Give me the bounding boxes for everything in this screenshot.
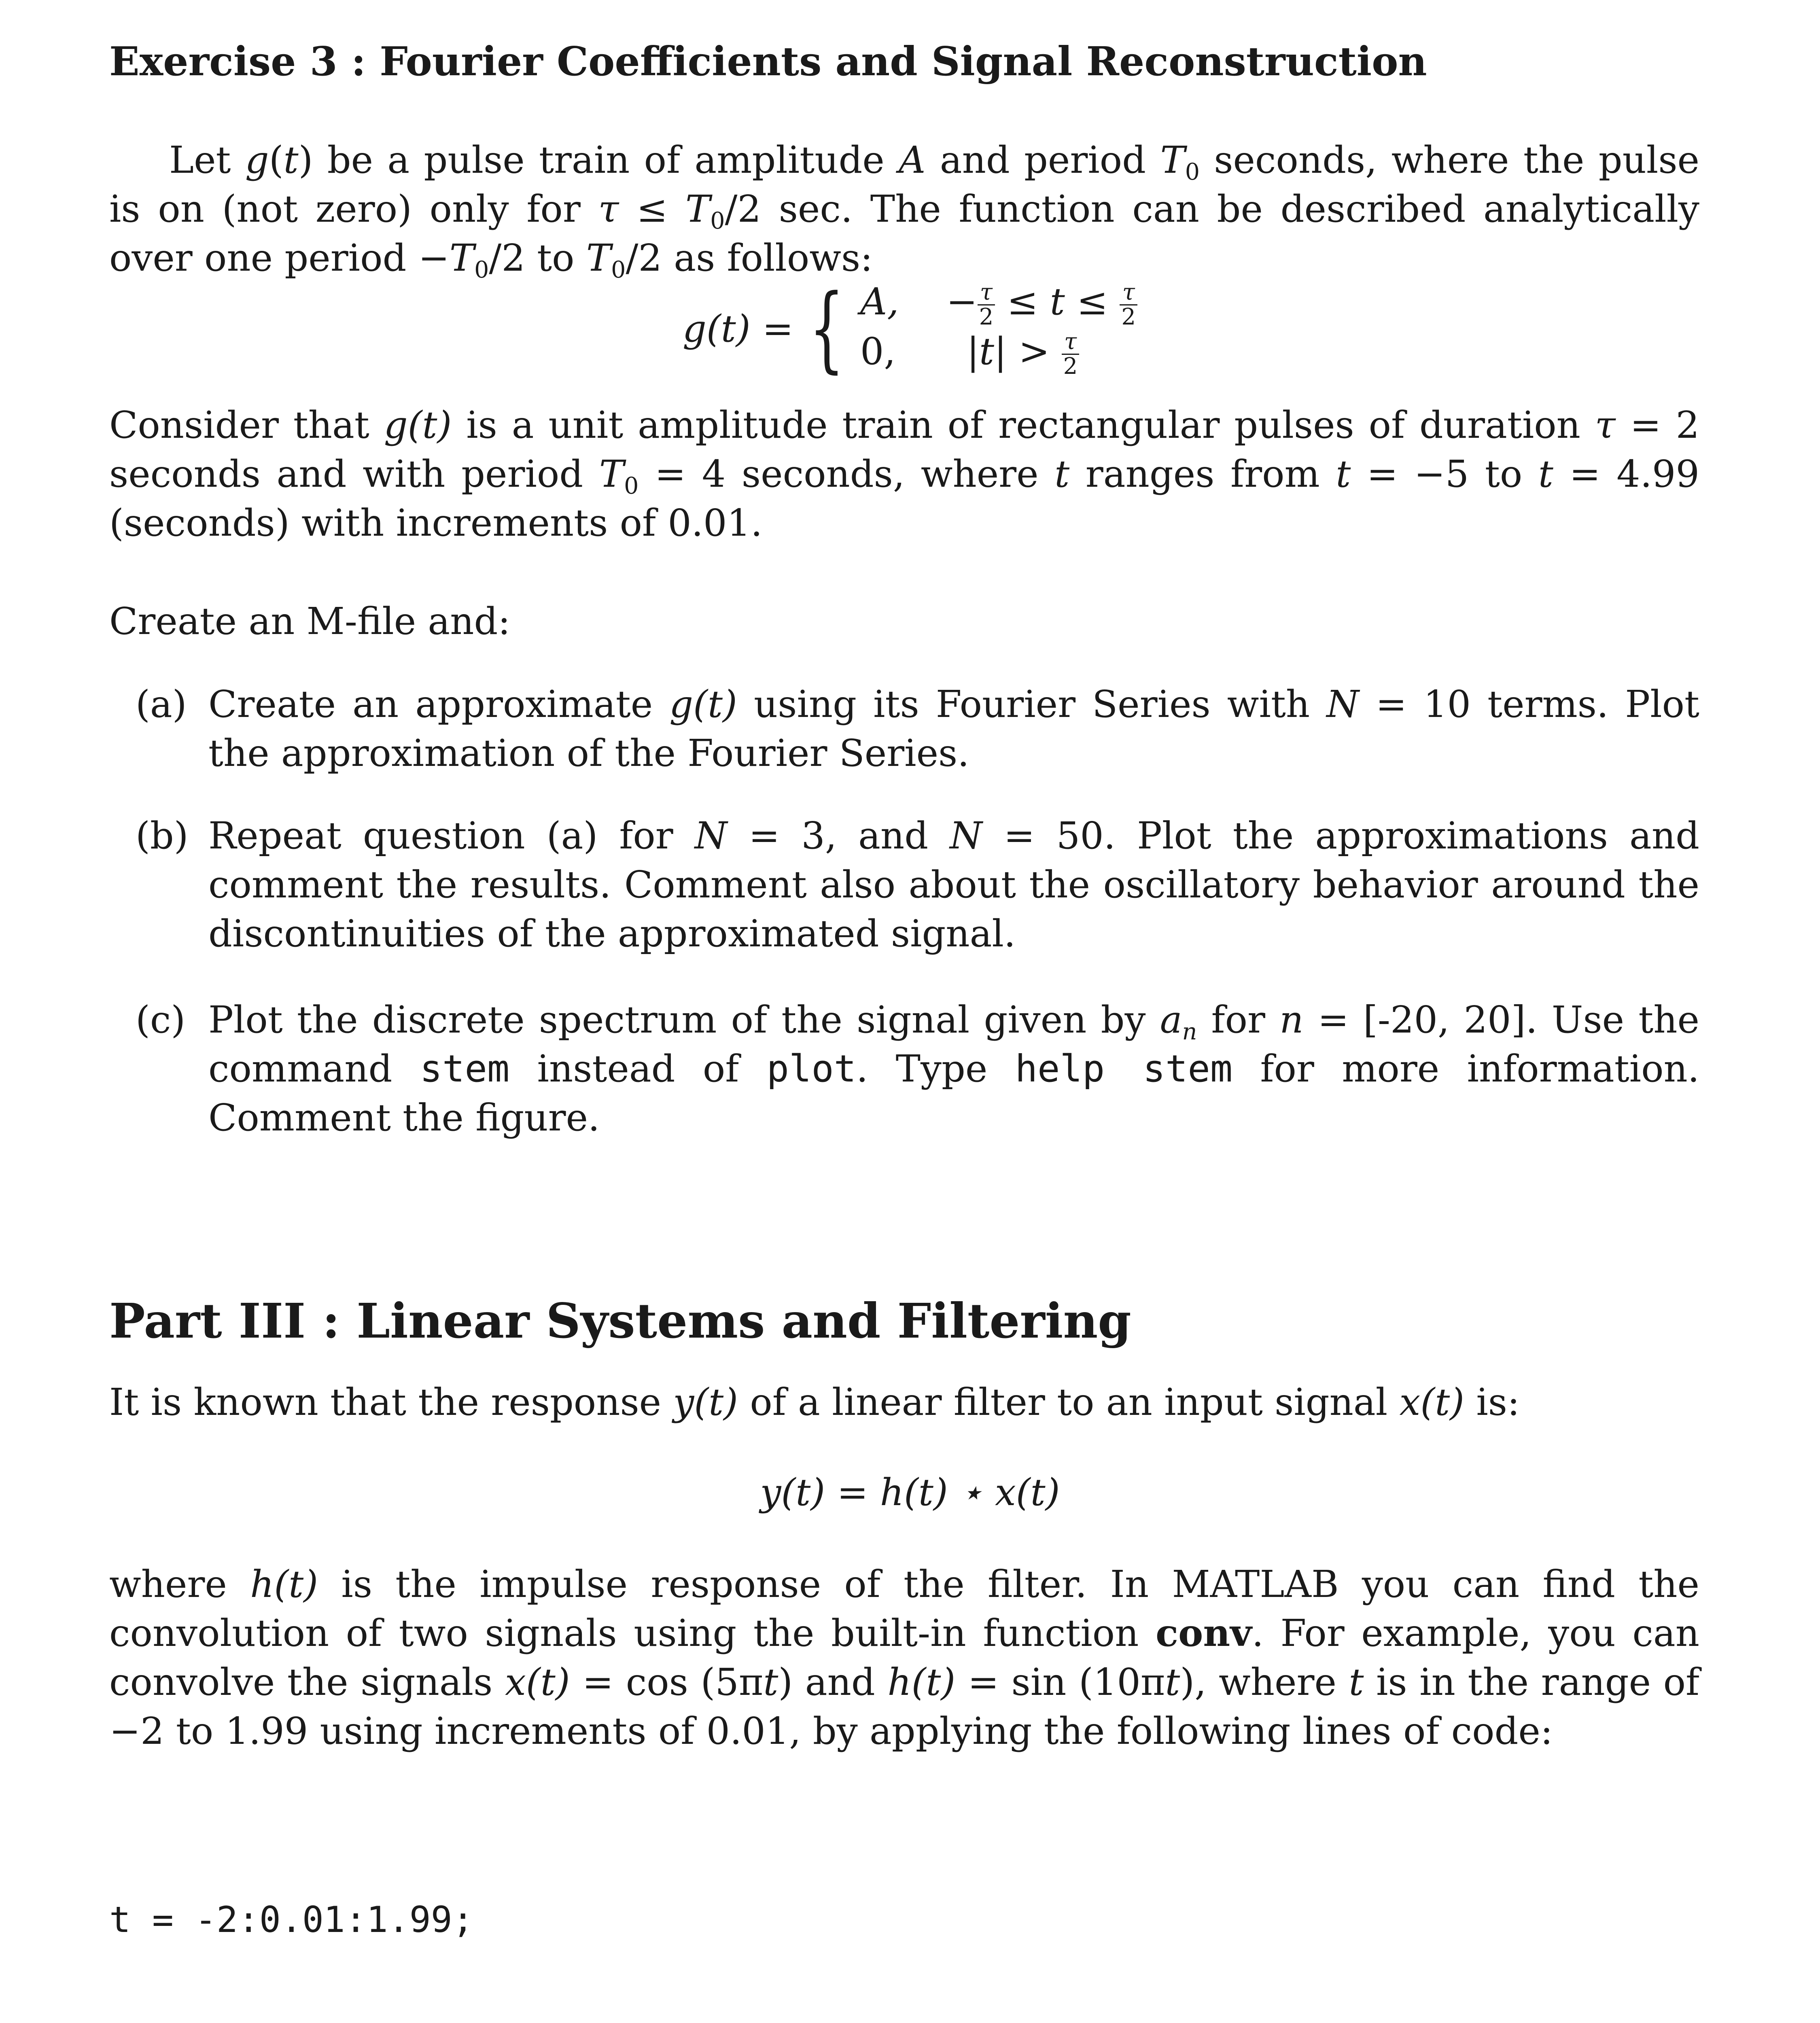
fraction [978,281,995,329]
text-run: ), where [1180,1660,1349,1704]
math-var: g [245,138,269,182]
text-run: It is known that the response [109,1380,673,1424]
math-var: t [1336,452,1351,496]
math-var: N [1326,683,1359,726]
text-run: where [109,1563,250,1606]
math-var: T [449,236,475,280]
math-var: h(t) [250,1563,318,1606]
text-run: = cos (5π [570,1660,764,1704]
math-var: T [1160,138,1185,182]
math-sub: 0 [1185,159,1200,186]
consider-paragraph [109,401,1699,547]
text-run: = −5 to [1351,452,1538,496]
piecewise-lhs [683,306,793,352]
math-var: t [1054,452,1070,496]
intro-paragraph [109,136,1699,282]
list-item-c [136,995,1699,1142]
text-run: Consider that [109,403,384,447]
frac-den: 2 [1121,303,1136,330]
math-expr: g(t) = [682,307,793,350]
text-run: = 4 seconds, where [638,452,1055,496]
case-row-2 [860,329,1137,379]
math-var: t [1538,452,1553,496]
text-run: = sin (10π [955,1660,1165,1704]
math-var: N [950,814,982,857]
math-var: N [694,814,728,857]
exercise-heading: Exercise 3 : Fourier Coefficients and Signal Reconstruction [109,38,1427,85]
left-brace: { [809,274,845,383]
text-run: Plot the discrete spectrum of the signal given by [208,998,1160,1041]
fraction [1062,330,1080,378]
math-var: T [586,236,611,280]
text-run: . Type [856,1047,1015,1090]
list-item-a [136,680,1699,778]
math-expr: y(t) = h(t) ⋆ x(t) [760,1471,1060,1514]
text-run: = 3, and [727,814,950,857]
convolution-equation [0,1471,1820,1514]
text-run: of a linear filter to an input signal [738,1380,1400,1424]
code-block [109,1796,474,2023]
text-run: . For example, you can convolve the signals [109,1612,1699,1704]
text-run: and period [925,138,1160,182]
text-run: = 4.99 (seconds) with increments of 0.01. [109,452,1699,545]
frac-den: 2 [1063,353,1078,380]
text-run: instead of [509,1047,767,1090]
text-run: is in the range of −2 to 1.99 using increments of 0.01, by applying the following lines of code: [109,1660,1700,1753]
math-var: y(t) [673,1380,738,1424]
math-var: n [1279,998,1304,1041]
code-inline: stem [420,1047,510,1090]
math-var: g(t) [384,403,452,447]
frac-num: τ [978,281,995,305]
math-var: t [283,138,299,182]
text-run: /2 to [489,236,586,280]
part3-conv-paragraph [109,1560,1699,1756]
text-run: = [-20, 20]. Use the command [208,998,1699,1090]
text-run: /2 sec. The function can be described analytically over one period − [109,187,1699,280]
code-inline: plot [766,1047,857,1090]
text-run: ) and [778,1660,888,1704]
text-run: Repeat question (a) for [208,814,695,857]
item-body [208,680,1699,778]
text-run: = 50. Plot the approximations and comment the results. Comment also about the oscillatory behavior around the discontinuities of the approximated signal. [208,814,1700,955]
item-label: (a) [136,683,187,726]
text-run: ranges from [1069,452,1336,496]
text-run: is: [1464,1380,1520,1424]
text-run: ( [269,138,284,182]
math-var: x(t) [505,1660,570,1704]
text-run: = 2 seconds and with period [109,403,1699,496]
math-var: A [899,138,926,182]
math-var: T [599,452,624,496]
text-run: for [1197,998,1280,1041]
case-value: 0, [860,329,896,373]
math-sub: 0 [474,257,489,284]
piecewise-cases [860,279,1137,378]
list-item-b [136,811,1699,958]
math-sub: 0 [710,208,725,235]
text-run: ) be a pulse train of amplitude [298,138,899,182]
math-var: T [685,187,711,231]
text-run: seconds, where the pulse is on (not zero) only for [109,138,1699,231]
item-label: (c) [136,998,186,1041]
text-run: for more information. Comment the figure. [208,1047,1699,1139]
math-var: t [763,1660,778,1704]
part3-intro-paragraph [109,1378,1699,1427]
part3-heading: Part III : Linear Systems and Filtering [109,1293,1131,1349]
create-mfile-line: Create an M-file and: [109,600,511,643]
math-var: x(t) [1399,1380,1465,1424]
math-sub: n [1182,1018,1197,1045]
text-run: is a unit amplitude train of rectangular pulses of duration [452,403,1595,447]
case-value: A, [860,280,899,323]
case-condition: ≤ t ≤ [1007,280,1108,323]
math-var: t [1349,1660,1364,1704]
minus-sign: − [946,280,978,323]
math-sub: 0 [624,473,639,500]
item-label: (b) [136,814,189,857]
text-run: Let [169,138,245,182]
text-run: Create an approximate [208,683,670,726]
math-var: a [1160,998,1182,1041]
frac-num: τ [1062,330,1080,355]
text-run: using its Fourier Series with [737,683,1327,726]
math-var: h(t) [887,1660,956,1704]
fraction [1120,281,1137,329]
function-name: conv [1155,1611,1252,1655]
code-inline: help stem [1015,1047,1233,1090]
code-line: t = -2:0.01:1.99; [109,1899,474,1940]
frac-den: 2 [979,303,994,330]
case-condition: |t| > [967,329,1050,373]
frac-num: τ [1120,281,1137,305]
text-run: is the impulse response of the filter. In MATLAB you can find the convolution of two signals using the built-in function [109,1563,1699,1655]
text-run: = 10 terms. Plot the approximation of the Fourier Series. [208,683,1699,775]
math-var: g(t) [669,683,737,726]
math-var: τ [1595,403,1616,447]
text-run: /2 as follows: [626,236,873,280]
item-body [208,811,1699,958]
piecewise-equation [0,274,1820,383]
case-row-1 [860,279,1137,329]
math-var: t [1165,1660,1180,1704]
math-sub: 0 [611,257,626,284]
math-var: τ ≤ [598,187,685,231]
item-body [208,995,1699,1142]
